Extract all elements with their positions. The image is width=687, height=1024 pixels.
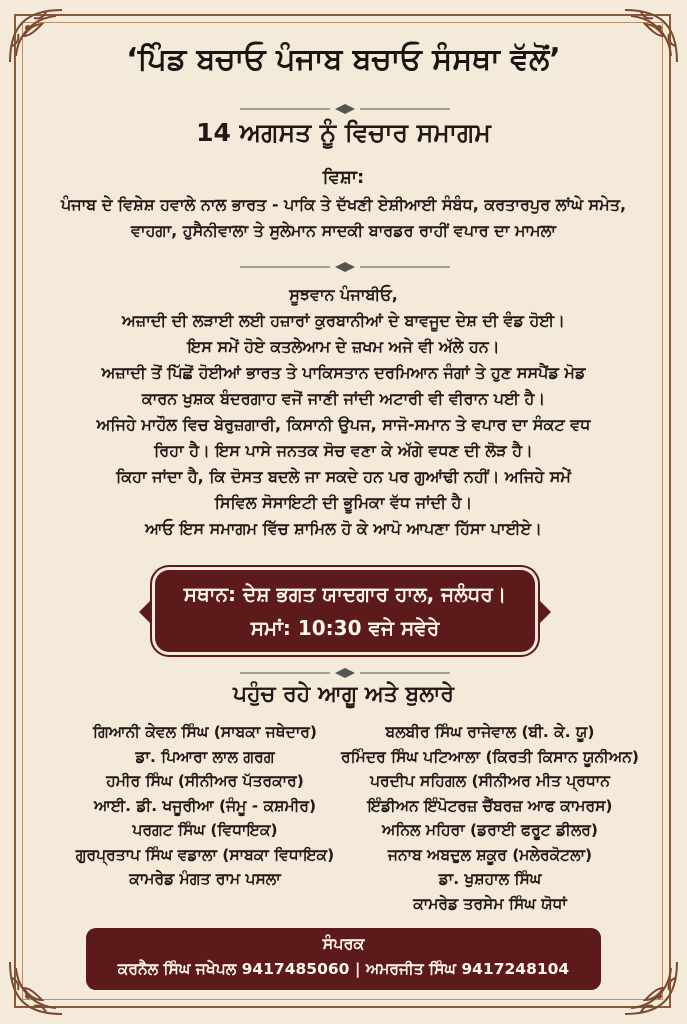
- topic-line: ਵਾਹਗਾ, ਹੁਸੈਨੀਵਾਲਾ ਤੇ ਸੁਲੇਮਾਨ ਸਾਦਕੀ ਬਾਰਡਰ ਰਾਹੀਂ ਵਪਾਰ ਦਾ ਮਾਮਲਾ: [131, 221, 556, 240]
- speaker-name: ਅਨਿਲ ਮਹਿਰਾ (ਡਰਾਈ ਫਰੂਟ ਡੀਲਰ): [382, 821, 598, 839]
- letter-line: ਸੂਝਵਾਨ ਪੰਜਾਬੀਓ,: [289, 285, 398, 304]
- divider-ornament-icon: [240, 100, 450, 112]
- speaker-name: ਕਾਮਰੇਡ ਤਰਸੇਮ ਸਿੰਘ ਯੋਧਾਂ: [413, 894, 567, 913]
- speaker-name: ਹਮੀਰ ਸਿੰਘ (ਸੀਨੀਅਰ ਪੱਤਰਕਾਰ): [106, 772, 304, 790]
- speaker-name: ਬਲਬੀਰ ਸਿੰਘ ਰਾਜੇਵਾਲ (ਬੀ. ਕੇ. ਯੂ): [385, 723, 595, 741]
- venue-arrow-right-icon: [533, 594, 551, 630]
- corner-ornament-icon: [6, 958, 66, 1018]
- contact-info: ਕਰਨੈਲ ਸਿੰਘ ਜਖੇਪਲ 9417485060 | ਅਮਰਜੀਤ ਸਿੰਘ 9417248104: [117, 960, 570, 978]
- divider-ornament-icon: [240, 664, 450, 676]
- letter-line: ਕਾਰਨ ਖੁਸ਼ਕ ਬੰਦਰਗਾਹ ਵਜੋਂ ਜਾਣੀ ਜਾਂਦੀ ਅਟਾਰੀ ਵੀ ਵੀਰਾਨ ਪਈ ਹੈ।: [141, 389, 546, 408]
- letter-line: ਕਿਹਾ ਜਾਂਦਾ ਹੈ, ਕਿ ਦੋਸਤ ਬਦਲੇ ਜਾ ਸਕਦੇ ਹਨ ਪਰ ਗੁਆਂਢੀ ਨਹੀਂ। ਅਜਿਹੇ ਸਮੇਂ: [116, 467, 571, 486]
- poster-title: ‘ਪਿੰਡ ਬਚਾਓ ਪੰਜਾਬ ਬਚਾਓ ਸੰਸਥਾ ਵੱਲੋਂ’: [126, 42, 561, 77]
- event-subtitle: 14 ਅਗਸਤ ਨੂੰ ਵਿਚਾਰ ਸਮਾਗਮ: [196, 118, 491, 147]
- contact-banner: [86, 928, 601, 990]
- speaker-name: ਡਾ. ਪਿਆਰਾ ਲਾਲ ਗਰਗ: [135, 747, 275, 766]
- letter-line: ਅਜ਼ਾਦੀ ਦੀ ਲੜਾਈ ਲਈ ਹਜ਼ਾਰਾਂ ਕੁਰਬਾਨੀਆਂ ਦੇ ਬਾਵਜੂਦ ਦੇਸ਼ ਦੀ ਵੰਡ ਹੋਈ।: [122, 311, 565, 330]
- speaker-name: ਗੁਰਪ੍ਰਤਾਪ ਸਿੰਘ ਵਡਾਲਾ (ਸਾਬਕਾ ਵਿਧਾਇਕ): [75, 845, 335, 864]
- speaker-name: ਪਰਦੀਪ ਸਹਿਗਲ (ਸੀਨੀਅਰ ਮੀਤ ਪ੍ਰਧਾਨ: [370, 772, 610, 790]
- topic-label: ਵਿਸ਼ਾ:: [322, 167, 365, 188]
- letter-line: ਅਜਿਹੇ ਮਾਹੌਲ ਵਿਚ ਬੇਰੁਜ਼ਗਾਰੀ, ਕਿਸਾਨੀ ਉਪਜ, ਸਾਜੋ-ਸਮਾਨ ਤੇ ਵਪਾਰ ਦਾ ਸੰਕਟ ਵਧ: [96, 415, 591, 434]
- speakers-right-column: [340, 720, 640, 916]
- venue-time: ਸਮਾਂ: 10:30 ਵਜੇ ਸਵੇਰੇ: [250, 616, 440, 640]
- letter-line: ਇਸ ਸਮੇਂ ਹੋਏ ਕਤਲੇਆਮ ਦੇ ਜ਼ਖਮ ਅਜੇ ਵੀ ਅੱਲੇ ਹਨ।: [187, 337, 500, 356]
- divider-ornament-icon: [240, 258, 450, 270]
- speaker-name: ਰਮਿੰਦਰ ਸਿੰਘ ਪਟਿਆਲਾ (ਕਿਰਤੀ ਕਿਸਾਨ ਯੂਨੀਅਨ): [341, 747, 639, 766]
- appeal-letter: [0, 282, 687, 542]
- speaker-name: ਡਾ. ਖੁਸ਼ਹਾਲ ਸਿੰਘ: [438, 870, 542, 888]
- letter-line: ਆਓ ਇਸ ਸਮਾਗਮ ਵਿੱਚ ਸ਼ਾਮਿਲ ਹੋ ਕੇ ਆਪੋ ਆਪਣਾ ਹਿੱਸਾ ਪਾਈਏ।: [145, 519, 542, 538]
- speakers-left-column: [55, 720, 355, 892]
- speaker-name: ਕਾਮਰੇਡ ਮੰਗਤ ਰਾਮ ਪਸਲਾ: [129, 870, 281, 888]
- venue-place: ਸਥਾਨ: ਦੇਸ਼ ਭਗਤ ਯਾਦਗਾਰ ਹਾਲ, ਜਲੰਧਰ।: [183, 582, 507, 606]
- speaker-name: ਜਨਾਬ ਅਬਦੁਲ ਸ਼ਕੂਰ (ਮਲੇਰਕੋਟਲਾ): [387, 845, 593, 864]
- letter-line: ਸਿਵਿਲ ਸੋਸਾਇਟੀ ਦੀ ਭੂਮਿਕਾ ਵੱਧ ਜਾਂਦੀ ਹੈ।: [214, 493, 473, 512]
- speaker-name: ਗਿਆਨੀ ਕੇਵਲ ਸਿੰਘ (ਸਾਬਕਾ ਜਥੇਦਾਰ): [92, 723, 318, 741]
- topic-text: [0, 192, 687, 244]
- letter-line: ਅਜ਼ਾਦੀ ਤੋਂ ਪਿੱਛੋਂ ਹੋਈਆਂ ਭਾਰਤ ਤੇ ਪਾਕਿਸਤਾਨ ਦਰਮਿਆਨ ਜੰਗਾਂ ਤੇ ਹੁਣ ਸਸਪੈਂਡ ਮੋਡ: [101, 363, 586, 382]
- letter-line: ਰਿਹਾ ਹੈ। ਇਸ ਪਾਸੇ ਜਨਤਕ ਸੋਚ ਵਣਾ ਕੇ ਅੱਗੇ ਵਧਣ ਦੀ ਲੋੜ ਹੈ।: [154, 441, 533, 460]
- topic-line: ਪੰਜਾਬ ਦੇ ਵਿਸ਼ੇਸ਼ ਹਵਾਲੇ ਨਾਲ ਭਾਰਤ - ਪਾਕਿ ਤੇ ਦੱਖਣੀ ਏਸ਼ੀਆਈ ਸੰਬੰਧ, ਕਰਤਾਰਪੁਰ ਲਾਂਘੇ ਸਮੇਤ,: [60, 195, 627, 214]
- speaker-name: ਪਰਗਟ ਸਿੰਘ (ਵਿਧਾਇਕ): [132, 821, 278, 839]
- contact-label: ਸੰਪਰਕ: [322, 934, 365, 953]
- speaker-name: ਆਈ. ਡੀ. ਖਜੂਰੀਆ (ਜੰਮੂ - ਕਸ਼ਮੀਰ): [93, 796, 317, 815]
- speaker-name: ਇੰਡੀਅਨ ਇੰਪੋਟਰਜ਼ ਚੈਂਬਰਜ਼ ਆਫ ਕਾਮਰਸ): [367, 796, 613, 815]
- speakers-heading: ਪਹੁੰਚ ਰਹੇ ਆਗੂ ਅਤੇ ਬੁਲਾਰੇ: [232, 682, 455, 707]
- corner-ornament-icon: [621, 958, 681, 1018]
- venue-banner: [155, 570, 535, 652]
